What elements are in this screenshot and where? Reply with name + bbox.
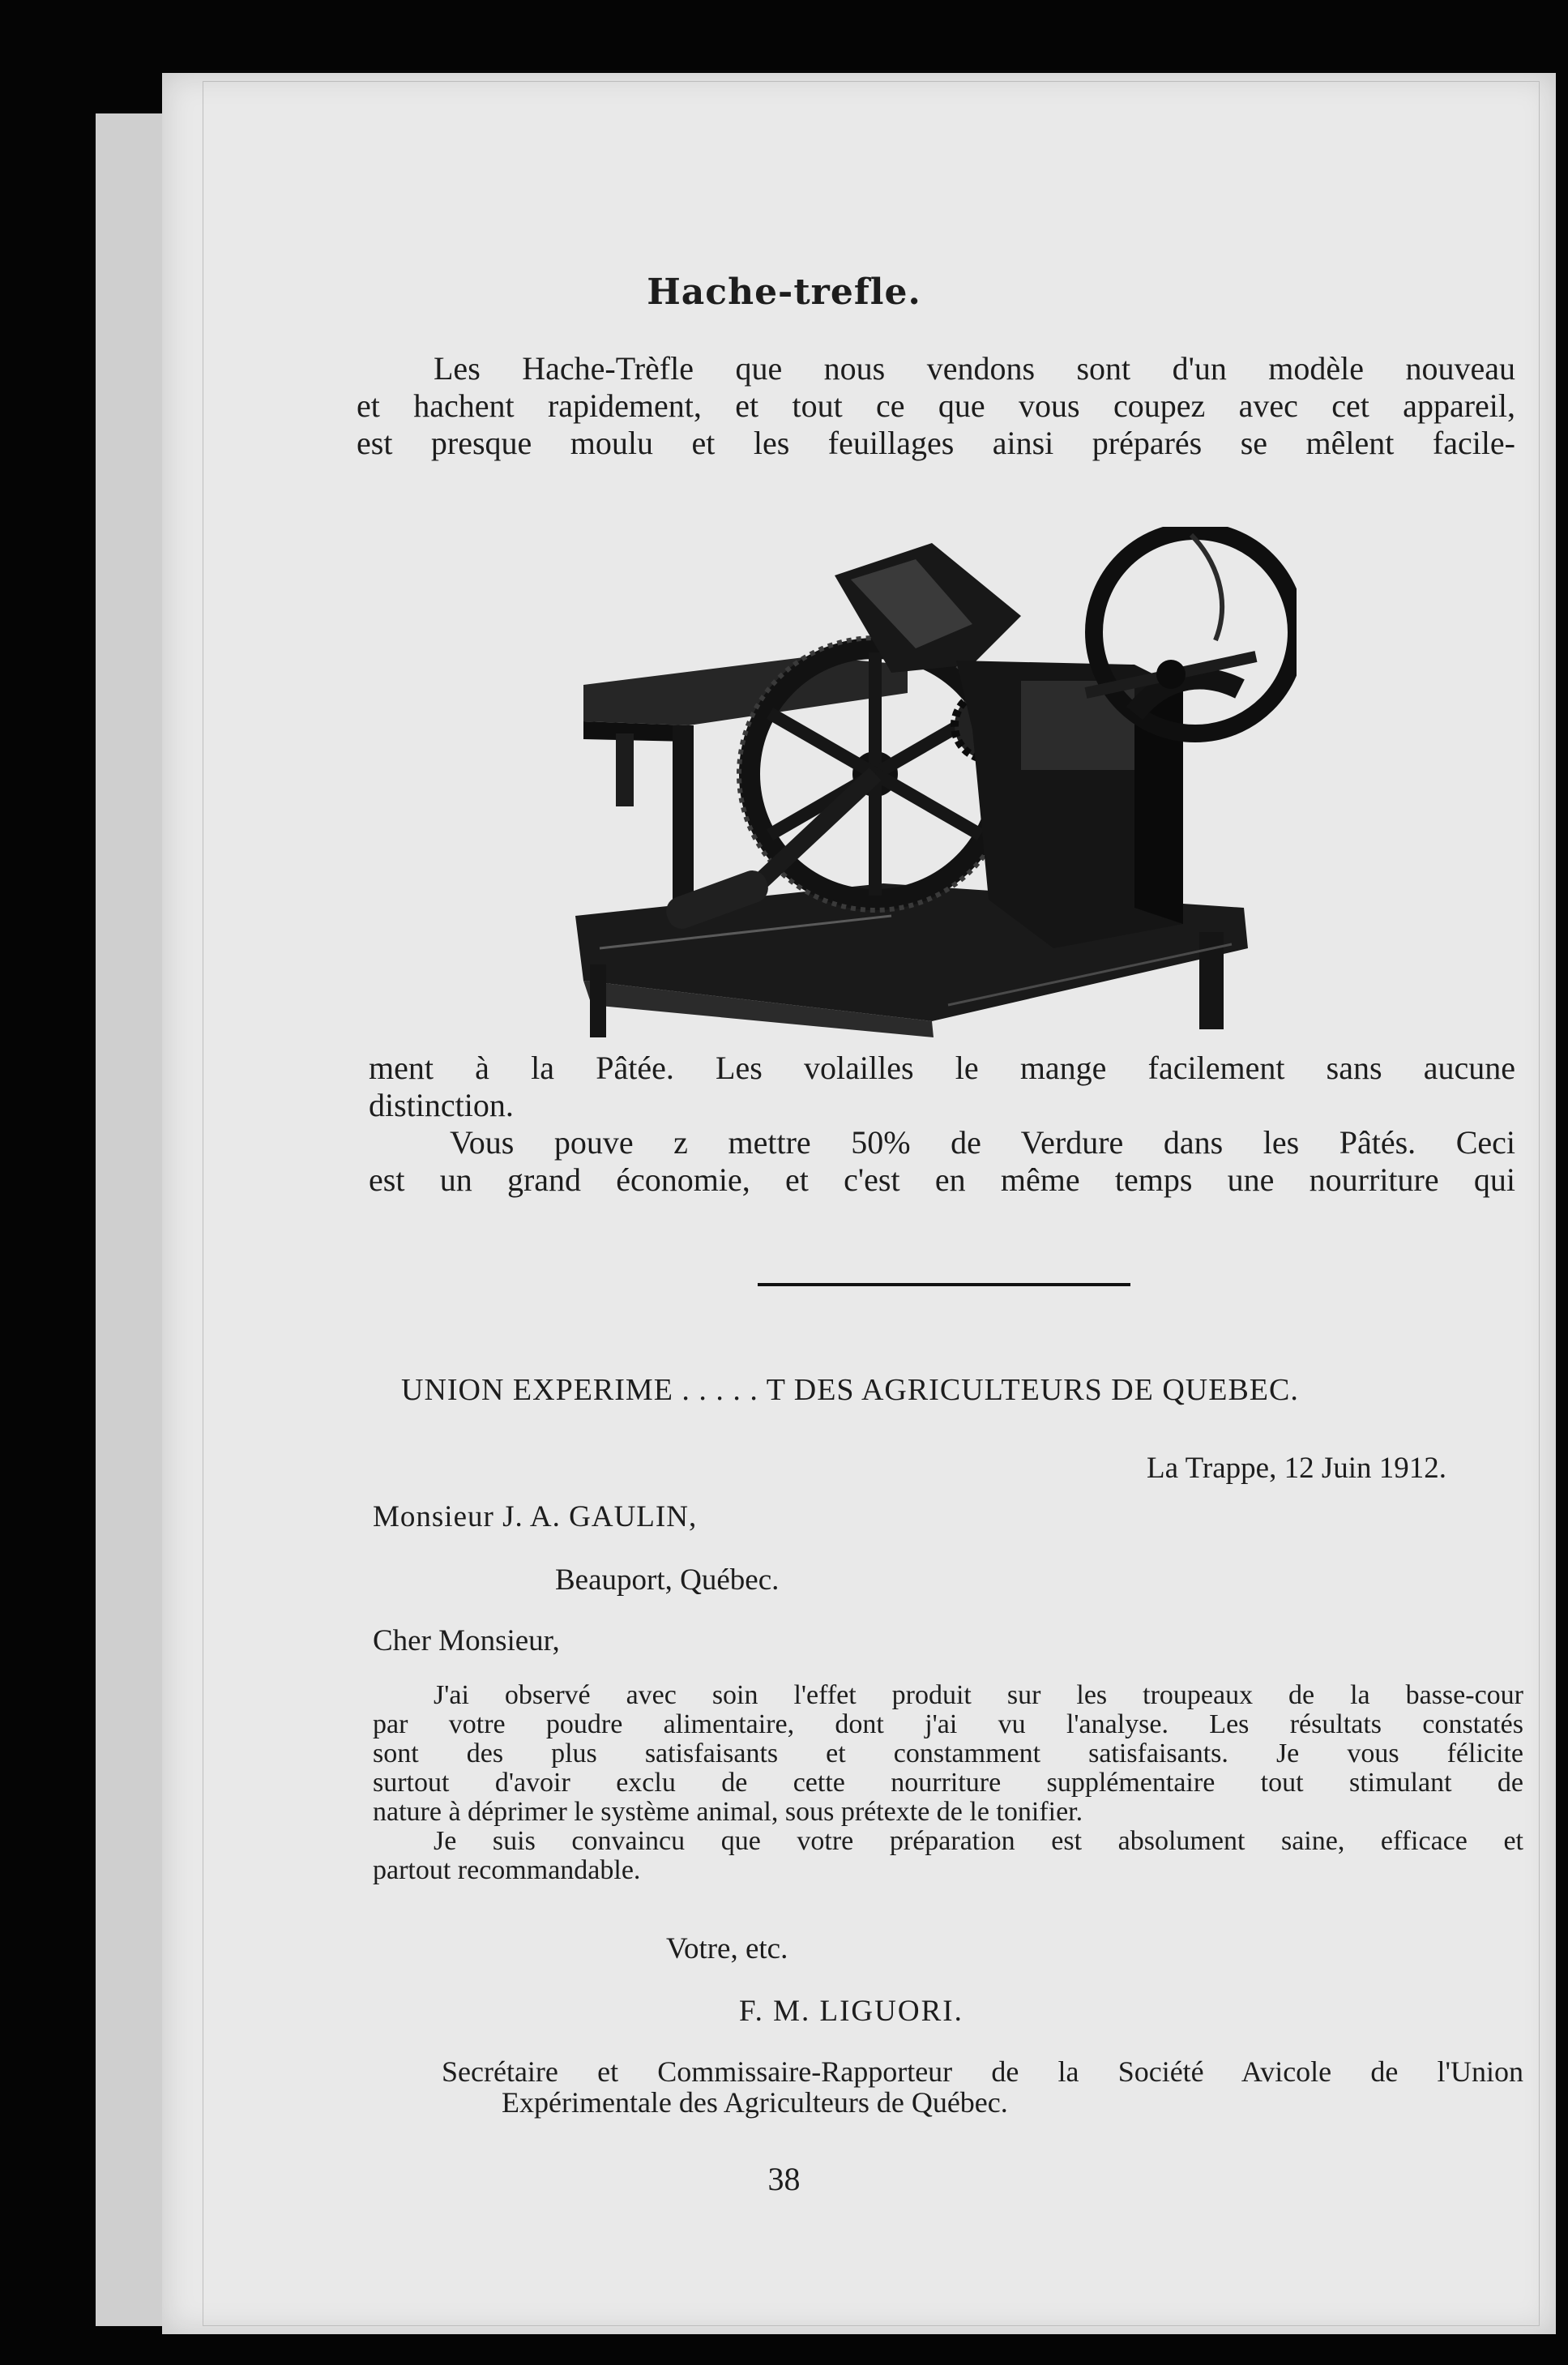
recipient-name: Monsieur J. A. GAULIN, (373, 1500, 698, 1533)
intro-line: et hachent rapidement, et tout ce que vous coupez avec cet appareil, (357, 387, 1515, 424)
hay-chopper-machine-illustration (567, 527, 1297, 1046)
signer-title (442, 2056, 1523, 2118)
letter-line: Je suis convaincu que votre préparation est absolument saine, efficace et (434, 1826, 1523, 1856)
page-number: 38 (767, 2161, 801, 2197)
intro-line: est presque moulu et les feuillages ainsi préparés se mêlent facile- (357, 425, 1515, 461)
letter-closing: Votre, etc. (666, 1932, 788, 1965)
letter-date: La Trappe, 12 Juin 1912. (1147, 1452, 1446, 1485)
intro-paragraph (357, 350, 1515, 462)
page-title: Hache-trefle. (647, 272, 921, 313)
letter-body (373, 1681, 1523, 1885)
intro-line: Les Hache-Trèfle que nous vendons sont d'un modèle nouveau (434, 350, 1515, 387)
signer-title-line: Expérimentale des Agriculteurs de Québec. (502, 2086, 1008, 2119)
continuation-line: est un grand économie, et c'est en même temps une nourriture qui (369, 1161, 1515, 1198)
section-divider (758, 1283, 1130, 1286)
continuation-paragraph (369, 1050, 1515, 1199)
letter-line: nature à déprimer le système animal, sous prétexte de le tonifier. (373, 1797, 1083, 1827)
signer-title-line: Secrétaire et Commissaire-Rapporteur de la Société Avicole de l'Union (442, 2055, 1523, 2088)
letter-line: sont des plus satisfaisants et constamment satisfaisants. Je vous félicite (373, 1738, 1523, 1768)
continuation-line: Vous pouve z mettre 50% de Verdure dans les Pâtés. Ceci (450, 1124, 1515, 1161)
letter-line: surtout d'avoir exclu de cette nourriture supplémentaire tout stimulant de (373, 1768, 1523, 1798)
letter-line: J'ai observé avec soin l'effet produit sur les troupeaux de la basse-cour (434, 1680, 1523, 1710)
continuation-line: distinction. (369, 1087, 514, 1123)
letter-signer: F. M. LIGUORI. (739, 1995, 963, 2028)
letter-greeting: Cher Monsieur, (373, 1624, 560, 1657)
letter-heading: UNION EXPERIME . . . . . T DES AGRICULTEURS DE QUEBEC. (401, 1373, 1299, 1407)
continuation-line: ment à la Pâtée. Les volailles le mange facilement sans aucune (369, 1050, 1515, 1086)
recipient-city: Beauport, Québec. (555, 1563, 780, 1597)
letter-line: partout recommandable. (373, 1855, 641, 1885)
letter-line: par votre poudre alimentaire, dont j'ai vu l'analyse. Les résultats constatés (373, 1709, 1523, 1739)
